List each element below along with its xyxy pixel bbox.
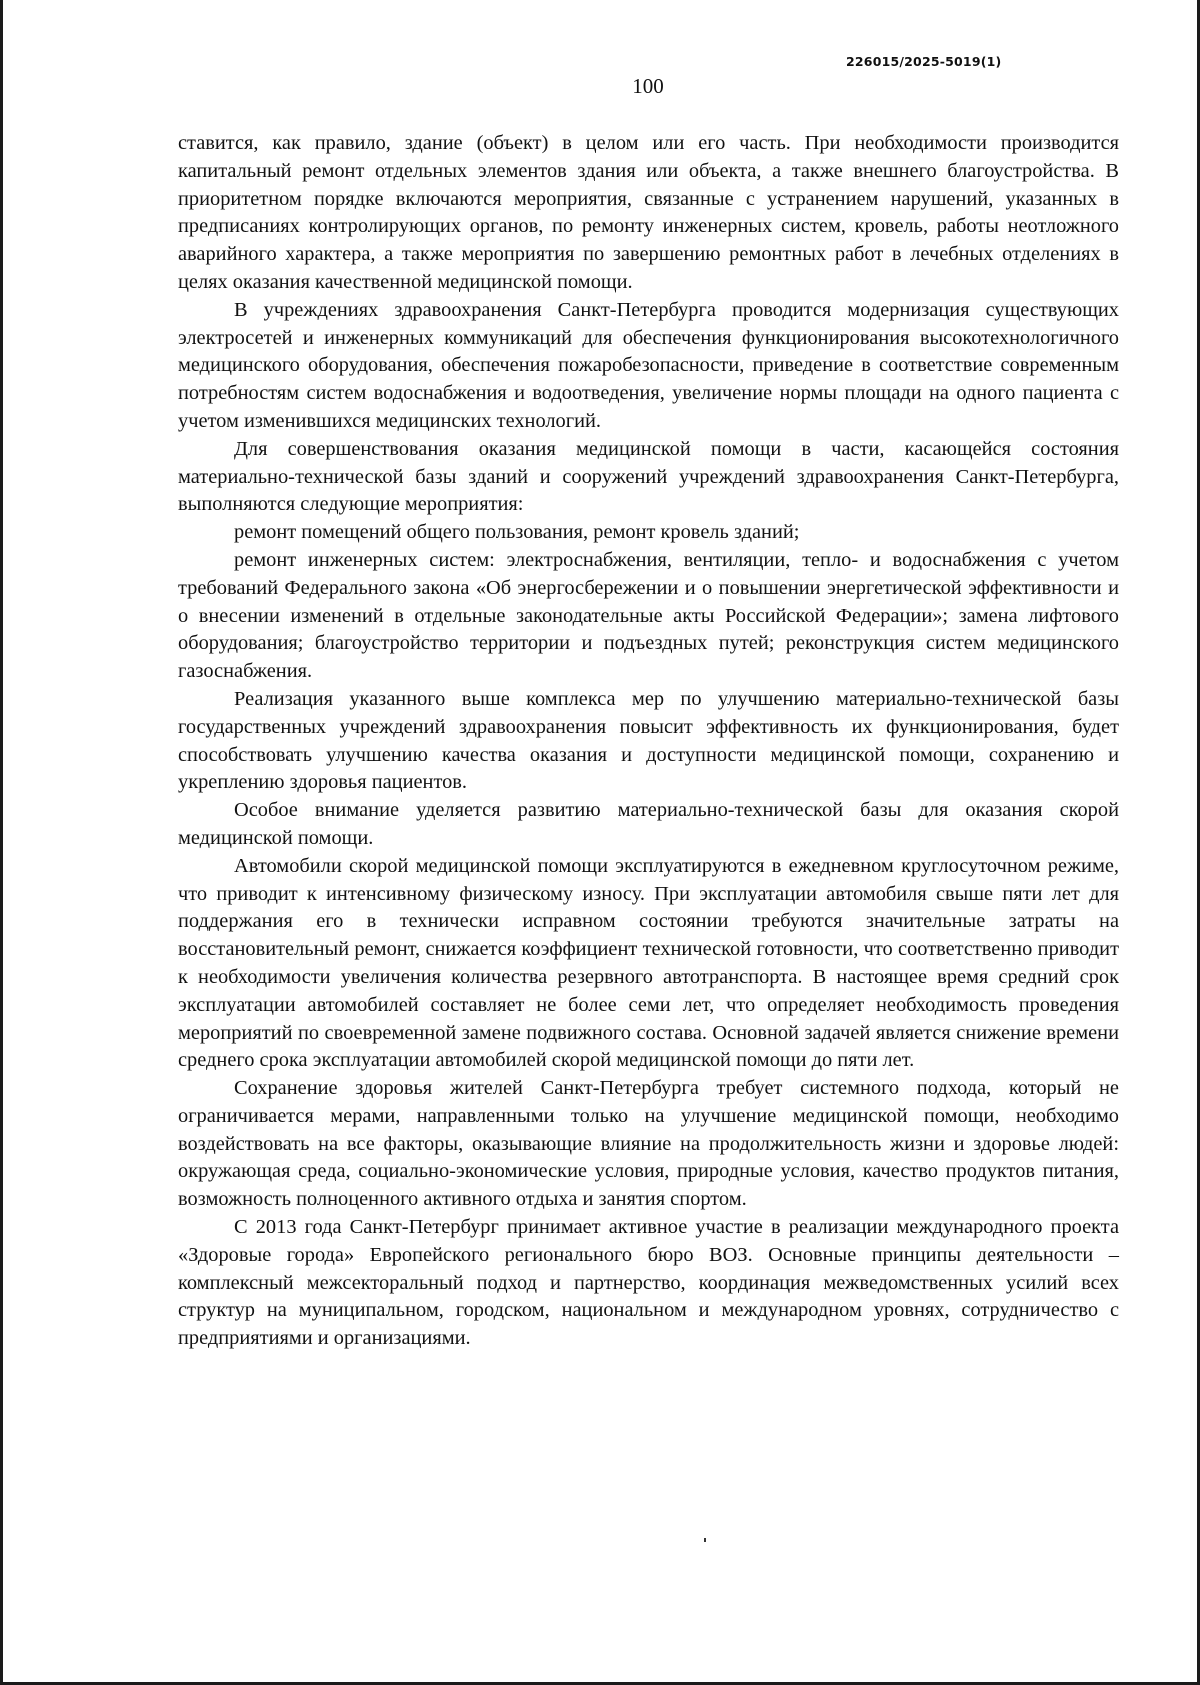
paragraph-continuation: ставится, как правило, здание (объект) в целом или его часть. При необходимости производится капитальный ремонт отдельных элементов здания или объекта, а также внешнего благоустройства. В приоритетном порядке включаются мероприятия, связанные с устранением нарушений, указанных в предписаниях контролирующих органов, по ремонту инженерных систем, кровель, работы неотложного аварийного характера, а также мероприятия по завершению ремонтных работ в лечебных отделениях в целях оказания качественной медицинской помощи. [178,132,1119,293]
paragraph-ambulance-focus: Особое внимание уделяется развитию материально-технической базы для оказания скорой медицинской помощи. [178,799,1119,849]
paragraph-implementation: Реализация указанного выше комплекса мер по улучшению материально-технической базы государственных учреждений здравоохранения повысит эффективность их функционирования, будет способствовать улучшению качества оказания и доступности медицинской помощи, сохранению и укреплению здоровья пациентов. [178,687,1119,794]
body-text [178,130,1119,1353]
list-item-repair-premises: ремонт помещений общего пользования, ремонт кровель зданий; [234,521,800,544]
paragraph-healthy-cities: С 2013 года Санкт-Петербург принимает активное участие в реализации международного проекта «Здоровые города» Европейского регионального бюро ВОЗ. Основные принципы деятельности – комплексный межсекторальный подход и партнерство, координация межведомственных усилий всех структур на муниципальном, городском, национальном и международном уровнях, сотрудничество с предприятиями и организациями. [178,1216,1119,1350]
paragraph-measures-intro: Для совершенствования оказания медицинской помощи в части, касающейся состояния материально-технической базы зданий и сооружений учреждений здравоохранения Санкт-Петербурга, выполняются следующие мероприятия: [178,437,1119,516]
paragraph-health-preservation: Сохранение здоровья жителей Санкт-Петербурга требует системного подхода, который не ограничивается мерами, направленными только на улучшение медицинской помощи, необходимо воздействовать на все факторы, оказывающие влияние на продолжительность жизни и здоровье людей: окружающая среда, социально-экономические условия, природные условия, качество продуктов питания, возможность полноценного активного отдыха и занятия спортом. [178,1077,1119,1211]
document-id: 226015/2025-5019(1) [846,54,1002,69]
list-item-engineering-systems: ремонт инженерных систем: электроснабжения, вентиляции, тепло- и водоснабжения с учетом требований Федерального закона «Об энергосбережении и о повышении энергетической эффективности и о внесении изменений в отдельные законодательные акты Российской Федерации»; замена лифтового оборудования; благоустройство территории и подъездных путей; реконструкция систем медицинского газоснабжения. [178,548,1119,683]
paragraph-modernization: В учреждениях здравоохранения Санкт-Петербурга проводится модернизация существующих электросетей и инженерных коммуникаций для обеспечения функционирования высокотехнологичного медицинского оборудования, обеспечения пожаробезопасности, приведение в соответствие современным потребностям систем водоснабжения и водоотведения, увеличение нормы площади на одного пациента с учетом изменившихся медицинских технологий. [178,298,1119,432]
scan-mark [704,1538,706,1542]
paragraph-ambulance-vehicles: Автомобили скорой медицинской помощи эксплуатируются в ежедневном круглосуточном режиме, что приводит к интенсивному физическому износу. При эксплуатации автомобиля свыше пяти лет для поддержания его в технически исправном состоянии требуются значительные затраты на восстановительный ремонт, снижается коэффициент технической готовности, что соответственно приводит к необходимости увеличения количества резервного автотранспорта. В настоящее время средний срок эксплуатации автомобилей составляет не более семи лет, что определяет необходимость проведения мероприятий по своевременной замене подвижного состава. Основной задачей является снижение времени среднего срока эксплуатации автомобилей скорой медицинской помощи до пяти лет. [178,854,1119,1072]
page-number: 100 [632,74,664,98]
